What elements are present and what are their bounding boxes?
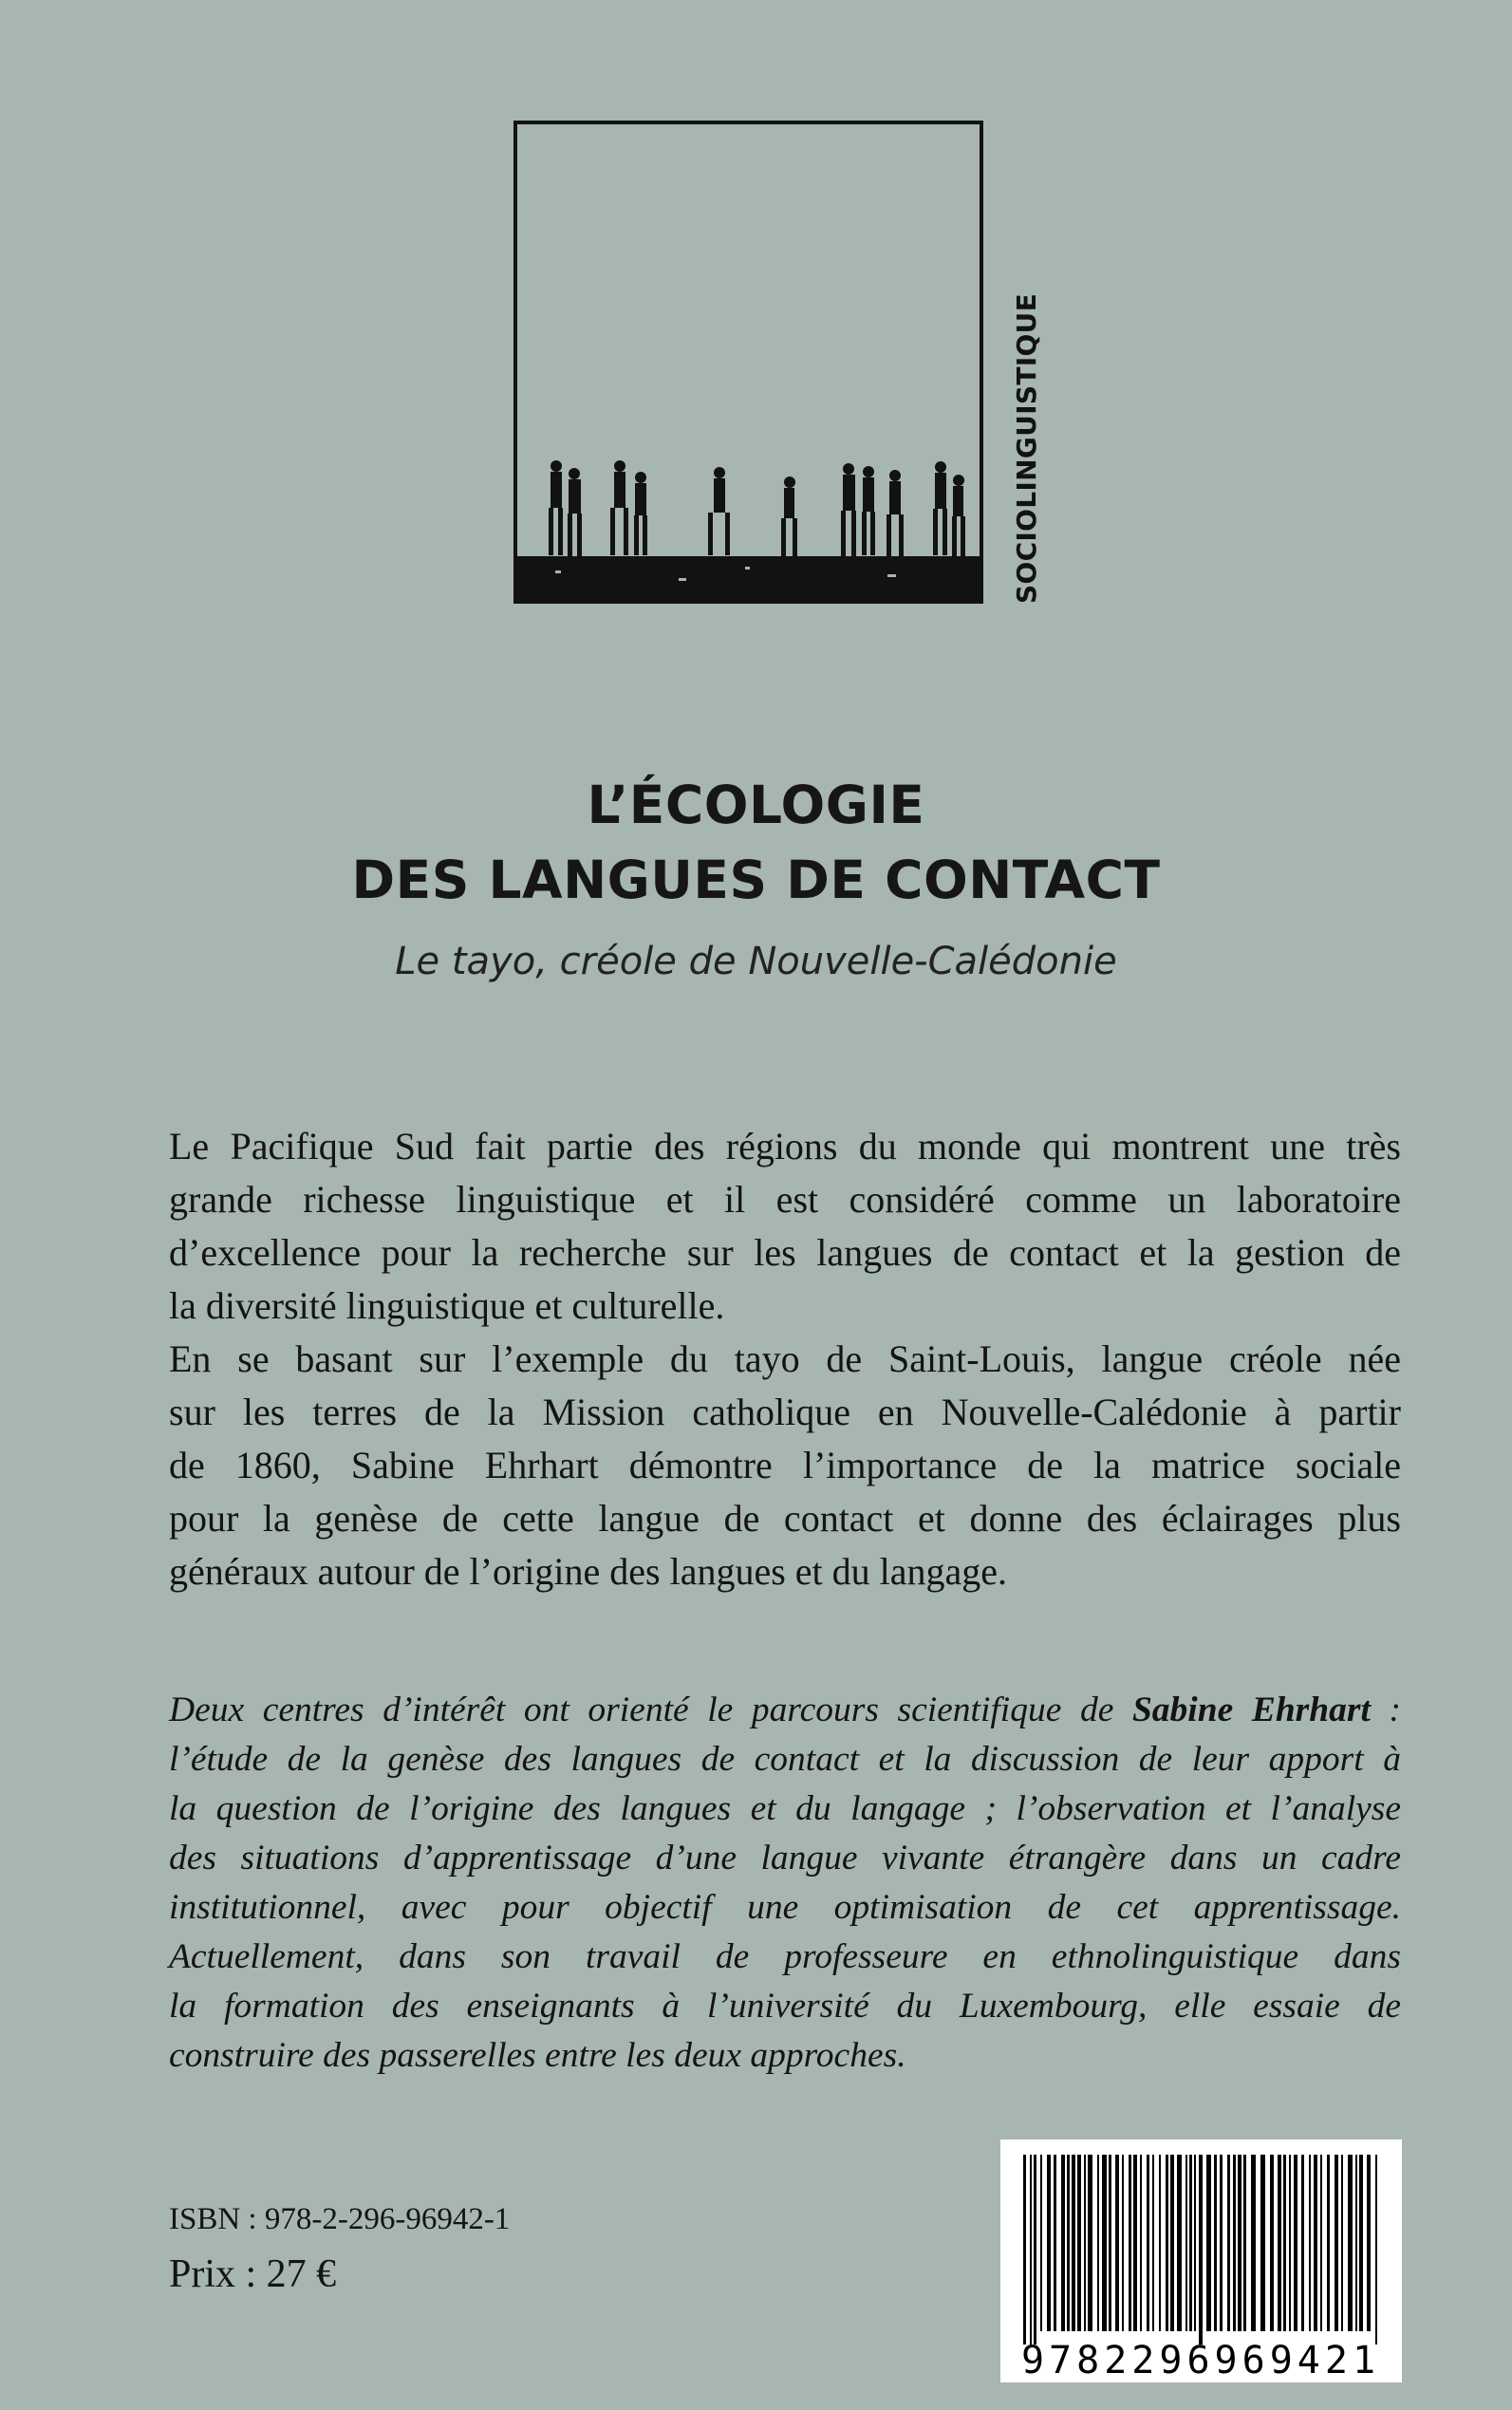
- description-line: Le Pacifique Sud fait partie des régions du monde qui montrent une très: [169, 1125, 1401, 1168]
- bio-line: construire des passerelles entre les deux approches.: [169, 2036, 906, 2075]
- barcode-icon: [1000, 2139, 1402, 2382]
- bio-line: institutionnel, avec pour objectif une optimisation de cet apprentissage.: [169, 1888, 1401, 1927]
- bio-line: la formation des enseignants à l’université du Luxembourg, elle essaie de: [169, 1987, 1401, 2026]
- barcode-bar: [1097, 2155, 1099, 2331]
- barcode-bar: [1088, 2155, 1092, 2331]
- barcode-bar: [1129, 2155, 1131, 2331]
- barcode-bar: [1166, 2155, 1168, 2331]
- description-line: la diversité linguistique et culturelle.: [169, 1284, 725, 1327]
- barcode-bar: [1189, 2155, 1192, 2331]
- barcode-bar: [1233, 2155, 1236, 2331]
- barcode-bar: [1375, 2155, 1377, 2345]
- barcode-bar: [1301, 2155, 1304, 2331]
- description-line: En se basant sur l’exemple du tayo de Saint-Louis, langue créole née: [169, 1337, 1401, 1380]
- bio-line: [169, 1686, 1401, 1735]
- bio-line: l’étude de la genèse des langues de contact et la discussion de leur apport à: [169, 1740, 1401, 1779]
- barcode-bar: [1260, 2155, 1265, 2331]
- barcode-bar: [1199, 2155, 1203, 2345]
- barcode-bar: [1109, 2155, 1111, 2331]
- barcode-bar: [1214, 2155, 1217, 2331]
- barcode-bar: [1170, 2155, 1174, 2331]
- barcode-bar: [1030, 2155, 1032, 2345]
- barcode-bar: [1023, 2155, 1026, 2345]
- barcode-bar: [1194, 2155, 1196, 2331]
- barcode-bar: [1251, 2155, 1256, 2331]
- price-text: Prix : 27 €: [169, 2252, 337, 2296]
- barcode-bar: [1220, 2155, 1223, 2331]
- barcode-bar: [1243, 2155, 1246, 2331]
- bio-line: Actuellement, dans son travail de professeure en ethnolinguistique dans: [169, 1937, 1401, 1976]
- barcode-bar: [1278, 2155, 1281, 2331]
- barcode-bar: [1054, 2155, 1056, 2331]
- barcode-bar: [1367, 2155, 1371, 2331]
- barcode-bar: [1034, 2155, 1036, 2345]
- barcode-bar: [1348, 2155, 1353, 2331]
- barcode-digits: 9782296969421: [1020, 2339, 1381, 2382]
- description-line: de 1860, Sabine Ehrhart démontre l’importance de la matrice sociale: [169, 1444, 1401, 1486]
- author-name: Sabine Ehrhart: [1131, 1691, 1371, 1729]
- barcode-bar: [1152, 2155, 1154, 2331]
- barcode-bar: [1067, 2155, 1070, 2331]
- book-subtitle: Le tayo, créole de Nouvelle-Calédonie: [395, 940, 1117, 983]
- barcode-bar: [1320, 2155, 1322, 2331]
- barcode-bar: [1061, 2155, 1065, 2331]
- barcode-bar: [1314, 2155, 1317, 2331]
- barcode-bar: [1341, 2155, 1343, 2331]
- bio-line: des situations d’apprentissage d’une langue vivante étrangère dans un cadre: [169, 1839, 1401, 1878]
- description-line: généraux autour de l’origine des langues et du langage.: [169, 1550, 1008, 1593]
- bio-line-text: Deux centres d’intérêt ont orienté le parcours scientifique de: [169, 1691, 1132, 1729]
- description-line: pour la genèse de cette langue de contact et donne des éclairages plus: [169, 1497, 1401, 1540]
- barcode-bar: [1294, 2155, 1297, 2331]
- barcode-bar: [1206, 2155, 1211, 2331]
- barcode-bar: [1133, 2155, 1137, 2331]
- barcode-bar: [1355, 2155, 1357, 2331]
- barcode-bar: [1159, 2155, 1161, 2331]
- barcode-bar: [1335, 2155, 1338, 2331]
- barcode-bar: [1227, 2155, 1230, 2331]
- barcode-bar: [1177, 2155, 1182, 2331]
- barcode-bar: [1072, 2155, 1075, 2331]
- barcode-bar: [1102, 2155, 1107, 2331]
- barcode-bar: [1283, 2155, 1286, 2331]
- book-title-line-1: L’ÉCOLOGIE: [587, 775, 925, 835]
- barcode-bar: [1115, 2155, 1119, 2331]
- description-line: d’excellence pour la recherche sur les langues de contact et la gestion de: [169, 1231, 1401, 1274]
- bio-line-text: :: [1370, 1691, 1401, 1729]
- barcode-bar: [1040, 2155, 1042, 2331]
- bio-line: la question de l’origine des langues et du langage ; l’observation et l’analyse: [169, 1789, 1401, 1828]
- barcode-bar: [1309, 2155, 1311, 2331]
- book-title-line-2: DES LANGUES DE CONTACT: [351, 850, 1161, 910]
- description-line: grande richesse linguistique et il est considéré comme un laboratoire: [169, 1178, 1401, 1221]
- series-label: SOCIOLINGUISTIQUE: [1011, 292, 1042, 604]
- barcode-bar: [1147, 2155, 1149, 2331]
- walking-people-silhouette-icon: [517, 124, 987, 607]
- barcode-bar: [1047, 2155, 1051, 2331]
- barcode-bar: [1359, 2155, 1363, 2331]
- description-line: sur les terres de la Mission catholique en Nouvelle-Calédonie à partir: [169, 1391, 1401, 1433]
- barcode-bar: [1122, 2155, 1124, 2331]
- barcode-bar: [1077, 2155, 1081, 2331]
- barcode-bar: [1327, 2155, 1330, 2331]
- barcode-bar: [1238, 2155, 1241, 2331]
- barcode-bar: [1140, 2155, 1142, 2331]
- barcode: [1000, 2139, 1402, 2382]
- series-logo: [513, 121, 983, 604]
- barcode-bar: [1270, 2155, 1274, 2331]
- isbn-text: ISBN : 978-2-296-96942-1: [169, 2202, 511, 2236]
- barcode-bar: [1185, 2155, 1187, 2331]
- barcode-bar: [1289, 2155, 1291, 2331]
- barcode-bar: [1084, 2155, 1086, 2331]
